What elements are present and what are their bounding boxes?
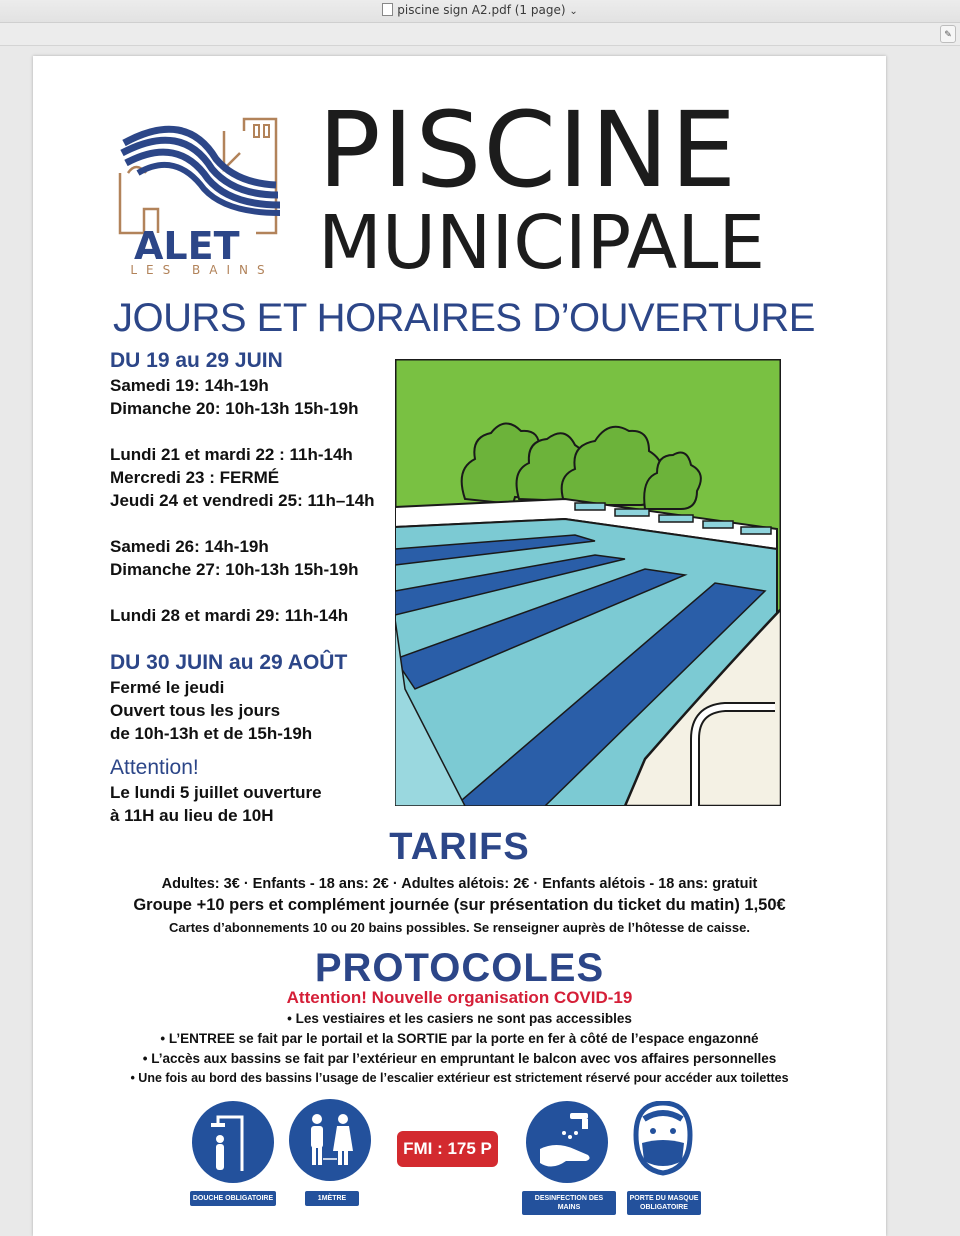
covid-notice: Attention! Nouvelle organisation COVID-19: [286, 988, 633, 1007]
schedule-line: Dimanche 27: 10h-13h 15h-19h: [110, 560, 359, 579]
protocol-bullet: • L’accès aux bassins se fait par l’extérieur en empruntant le balcon avec vos affaires personnelles: [142, 1051, 777, 1066]
pool-illustration: [395, 359, 781, 806]
protocol-bullet: • L’ENTREE se fait par le portail et la SORTIE par la porte en fer à côté de l’espace engazonné: [160, 1031, 759, 1046]
schedule-line: Jeudi 24 et vendredi 25: 11h–14h: [110, 491, 375, 510]
schedule-line: Ouvert tous les jours: [110, 701, 281, 720]
schedule-line: Lundi 28 et mardi 29: 11h-14h: [110, 606, 349, 625]
logo-name: ALET: [134, 224, 240, 261]
page-title: [318, 89, 838, 286]
schedule-line: Samedi 19: 14h-19h: [110, 376, 269, 395]
window-titlebar: [0, 0, 960, 23]
shower-icon: [192, 1101, 274, 1183]
hand-wash-icon: [526, 1101, 608, 1183]
fmi-badge: FMI : 175 P: [397, 1131, 498, 1167]
attention-line: Le lundi 5 juillet ouverture: [110, 783, 322, 802]
period-2-heading: DU 30 JUIN au 29 AOÛT: [110, 651, 348, 674]
protocol-bullet: • Les vestiaires et les casiers ne sont pas accessibles: [287, 1011, 632, 1026]
safety-icons: [33, 1101, 886, 1216]
shower-label: DOUCHE OBLIGATOIRE: [190, 1191, 276, 1206]
mask-icon: [630, 1101, 696, 1181]
schedule-line: Dimanche 20: 10h-13h 15h-19h: [110, 399, 359, 418]
title-line-2: MUNICIPALE: [318, 200, 766, 286]
schedule-line: de 10h-13h et de 15h-19h: [110, 724, 313, 743]
hand-wash-label: DESINFECTION DES MAINS: [522, 1191, 616, 1215]
viewer-toolbar: [0, 23, 960, 46]
period-1-heading: DU 19 au 29 JUIN: [110, 349, 283, 372]
schedule-line: Mercredi 23 : FERMÉ: [110, 468, 280, 487]
tarifs-heading: TARIFS: [389, 826, 530, 868]
hours-heading: JOURS ET HORAIRES D’OUVERTURE: [113, 296, 815, 340]
distance-label: 1MÈTRE: [305, 1191, 359, 1206]
window-title-text: piscine sign A2.pdf (1 page): [397, 3, 566, 17]
markup-button[interactable]: ✎: [940, 25, 956, 43]
pdf-file-icon: [382, 3, 393, 16]
schedule: [110, 348, 410, 827]
mask-label: PORTE DU MASQUE OBLIGATOIRE: [627, 1191, 701, 1215]
tarifs-line-2: Groupe +10 pers et complément journée (sur présentation du ticket du matin) 1,50€: [133, 896, 786, 914]
pdf-page: [33, 56, 886, 1236]
schedule-line: Fermé le jeudi: [110, 678, 225, 697]
tarifs-line-1: Adultes: 3€ · Enfants - 18 ans: 2€ · Adultes alétois: 2€ · Enfants alétois - 18 ans: gratuit: [161, 876, 758, 892]
chevron-down-icon[interactable]: ⌄: [569, 6, 578, 17]
title-line-1: PISCINE: [318, 89, 739, 211]
logo-graphic: [116, 113, 288, 261]
protocoles-heading: PROTOCOLES: [314, 946, 605, 990]
protocol-bullet: • Une fois au bord des bassins l’usage de l’escalier extérieur est strictement réservé pour accéder aux toilettes: [130, 1071, 789, 1085]
attention-line: à 11H au lieu de 10H: [110, 806, 274, 825]
window-title[interactable]: [0, 3, 960, 17]
schedule-line: Samedi 26: 14h-19h: [110, 537, 269, 556]
distance-icon: [289, 1099, 371, 1181]
attention-heading: Attention!: [110, 756, 199, 779]
alet-logo: [116, 113, 288, 283]
logo-subtitle: LES BAINS: [130, 263, 274, 277]
tarifs-line-3: Cartes d’abonnements 10 ou 20 bains possibles. Se renseigner auprès de l’hôtesse de caisse.: [169, 920, 750, 935]
schedule-line: Lundi 21 et mardi 22 : 11h-14h: [110, 445, 353, 464]
